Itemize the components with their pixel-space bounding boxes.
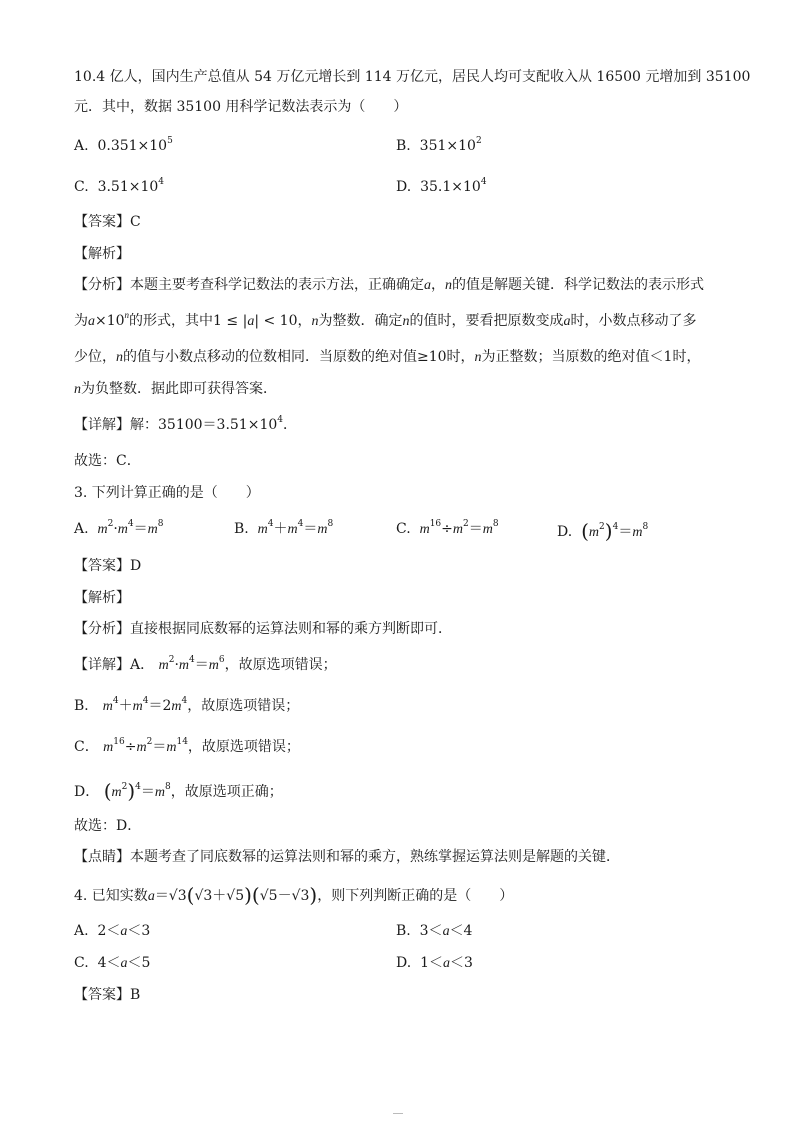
q3-analysis-tag: 【解析】 [74,590,130,606]
q2-option-c: C. $3.51\times 10^4$ [74,177,165,195]
q4-option-b: B. 3＜a＜4 [396,923,473,939]
q3-option-b: B. $m^4+m^4=m^8$ [234,519,334,537]
q3-detail-d: D． $(m^2)^4=m^8$，故原选项正确； [74,779,283,803]
intro-line-2: 元．其中，数据 35100 用科学记数法表示为（ ） [74,99,408,115]
q2-fenxi-line-3: 少位，n的值与小数点移动的位数相同．当原数的绝对值≥10时，n为正整数；当原数的绝对值＜1时， [74,349,701,365]
intro-line-1: 10.4 亿人，国内生产总值从 54 万亿元增长到 114 万亿元，居民人均可支配收入从 16500 元增加到 35100 [74,69,751,85]
q4-answer: 【答案】B [74,987,141,1003]
q4-option-a: A. 2＜a＜3 [74,923,151,939]
q2-option-d-math: $35.1\times 10^4$ [420,177,487,195]
q4-option-c: C. 4＜a＜5 [74,955,151,971]
q3-option-c: C. $m^{16}\div m^2=m^8$ [396,519,499,537]
q2-fenxi-line-2: 为$a\times 10^n$的形式，其中1 ≤ |a| < 10，n为整数．确定n的值时，要看把原数变成a时，小数点移动了多 [74,310,697,329]
q2-fenxi-line-1: 【分析】本题主要考查科学记数法的表示方法，正确确定a，n的值是解题关键．科学记数法的表示形式 [74,277,704,293]
q4-stem: 4. 已知实数a＝√3(√3＋√5)(√5－√3)，则下列判断正确的是（ ） [74,883,514,907]
q2-detail-math: 解：$35100=3.51\times 10^4$． [130,415,297,433]
q2-option-c-math: $3.51\times 10^4$ [97,177,165,195]
q3-detail-a: 【详解】A． $m^2\cdot m^4=m^6$，故原选项错误； [74,655,337,673]
q3-stem: 3. 下列计算正确的是（ ） [74,485,260,501]
q2-option-a: A. $0.351\times 10^5$ [74,136,173,154]
q2-option-b: B. $351\times 10^2$ [396,136,482,154]
q3-detail-b: B． $m^4+m^4=2m^4$，故原选项错误； [74,696,300,714]
q2-option-b-math: $351\times 10^2$ [419,136,482,154]
page-footer-mark [393,1113,403,1114]
q3-comment: 【点睛】本题考查了同底数幂的运算法则和幂的乘方，熟练掌握运算法则是解题的关键． [74,849,620,865]
q3-fenxi: 【分析】直接根据同底数幂的运算法则和幂的乘方判断即可． [74,621,452,637]
q2-select: 故选：C． [74,453,141,469]
q2-analysis-tag: 【解析】 [74,246,130,262]
q2-option-a-math: $0.351\times 10^5$ [97,136,173,154]
q3-select: 故选：D． [74,818,142,834]
q2-fenxi-line-4: n为负整数．据此即可获得答案． [74,381,277,397]
q3-detail-c: C． $m^{16}\div m^2=m^{14}$，故原选项错误； [74,737,300,755]
q2-detail: 【详解】解：$35100=3.51\times 10^4$． [74,415,297,433]
q4-option-d: D. 1＜a＜3 [396,955,473,971]
q2-answer: 【答案】C [74,214,141,230]
q3-option-a: A. $m^2\cdot m^4=m^8$ [74,519,164,537]
q2-option-d: D. $35.1\times 10^4$ [396,177,487,195]
q3-option-d: D. $(m^2)^4=m^8$ [557,519,649,543]
q3-answer: 【答案】D [74,558,142,574]
